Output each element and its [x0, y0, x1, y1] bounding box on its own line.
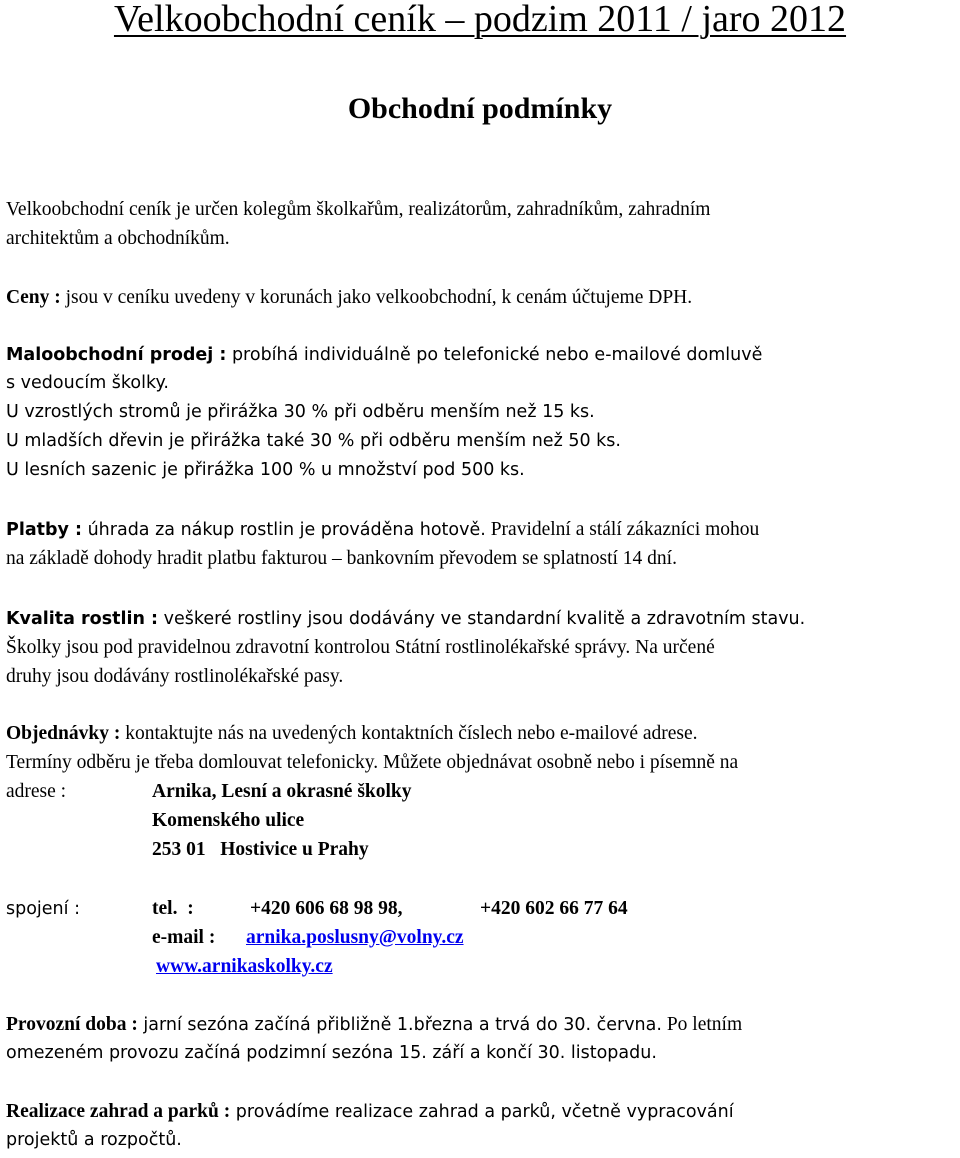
intro-line-1: Velkoobchodní ceník je určen kolegům školkařům, realizátorům, zahradníkům, zahradním — [6, 199, 711, 220]
retail-text-2: s vedoucím školky. — [6, 373, 169, 393]
phone-2: +420 602 66 77 64 — [480, 898, 628, 919]
orders-text-2b: Můžete objednávat osobně nebo i písemně na — [378, 752, 739, 773]
address-line-2: Komenského ulice — [152, 810, 305, 831]
gardens-paragraph — [6, 1097, 960, 1155]
gardens-label: Realizace zahrad a parků : — [6, 1101, 231, 1122]
hours-paragraph — [6, 1010, 960, 1068]
website-link[interactable]: www.arnikaskolky.cz — [156, 956, 333, 977]
address-line-1: Arnika, Lesní a okrasné školky — [152, 781, 412, 802]
retail-rule-trees: U vzrostlých stromů je přirážka 30 % při odběru menším než 15 ks. — [6, 402, 595, 422]
hours-text-1a: jarní sezóna začíná přibližně 1.března a trvá do 30. června. — [137, 1015, 662, 1035]
prices-text: jsou v ceníku uvedeny v korunách jako velkoobchodní, k cenám účtujeme DPH. — [60, 287, 693, 308]
payments-text-1b: Pravidelní a stálí zákazníci mohou — [485, 519, 760, 540]
address-label: adrese : — [6, 781, 67, 802]
hours-text-1b: Po letním — [661, 1014, 743, 1035]
page-subtitle: Obchodní podmínky — [347, 92, 613, 125]
retail-rule-young: U mladších dřevin je přirážka také 30 % při odběru menším než 50 ks. — [6, 431, 621, 451]
orders-text-2a: Termíny odběru je třeba domlouvat telefonicky. — [6, 752, 379, 773]
payments-paragraph — [6, 515, 960, 573]
quality-label: Kvalita rostlin : — [6, 609, 159, 629]
quality-text-1: veškeré rostliny jsou dodávány ve standardní kvalitě a zdravotním stavu. — [158, 609, 806, 629]
hours-label: Provozní doba : — [6, 1014, 138, 1035]
email-label: e-mail : — [152, 927, 216, 948]
hours-text-2: omezeném provozu začíná podzimní sezóna 15. září a končí 30. listopadu. — [6, 1043, 657, 1063]
quality-paragraph — [6, 604, 960, 691]
retail-rule-forest: U lesních sazenic je přirážka 100 % u množství pod 500 ks. — [6, 460, 525, 480]
payments-text-2: na základě dohody hradit platbu fakturou – bankovním převodem se splatností 14 dní. — [6, 548, 677, 569]
prices-paragraph — [6, 283, 960, 312]
quality-text-2a: Školky jsou pod pravidelnou zdravotní kontrolou Státní rostlinolékařské správy. — [6, 637, 631, 658]
intro-line-2: architektům a obchodníkům. — [6, 228, 230, 249]
orders-text-1: kontaktujte nás na uvedených kontaktních číslech nebo e-mailové adrese. — [120, 723, 698, 744]
orders-paragraph — [6, 719, 960, 864]
orders-label: Objednávky : — [6, 723, 121, 744]
email-link[interactable]: arnika.poslusny@volny.cz — [246, 927, 464, 948]
quality-text-2b: Na určené — [630, 637, 715, 658]
retail-text-1: probíhá individuálně po telefonické nebo e-mailové domluvě — [226, 345, 763, 365]
gardens-text-1: provádíme realizace zahrad a parků, včetně vypracování — [230, 1102, 734, 1122]
retail-label: Maloobchodní prodej : — [6, 345, 227, 365]
contact-label: spojení : — [6, 899, 80, 919]
retail-paragraph — [6, 340, 960, 485]
tel-label: tel. : — [152, 898, 194, 919]
gardens-text-2: projektů a rozpočtů. — [6, 1130, 182, 1150]
contact-paragraph — [6, 894, 960, 981]
payments-label: Platby : — [6, 520, 83, 540]
payments-text-1a: úhrada za nákup rostlin je prováděna hotově. — [82, 520, 486, 540]
quality-text-3: druhy jsou dodávány rostlinolékařské pasy. — [6, 666, 344, 687]
intro-paragraph — [6, 195, 960, 253]
page-title: Velkoobchodní ceník – podzim 2011 / jaro 2012 — [113, 0, 847, 40]
address-line-3: 253 01 Hostivice u Prahy — [152, 839, 369, 860]
phone-1: +420 606 68 98 98, — [250, 898, 403, 919]
prices-label: Ceny : — [6, 287, 61, 308]
